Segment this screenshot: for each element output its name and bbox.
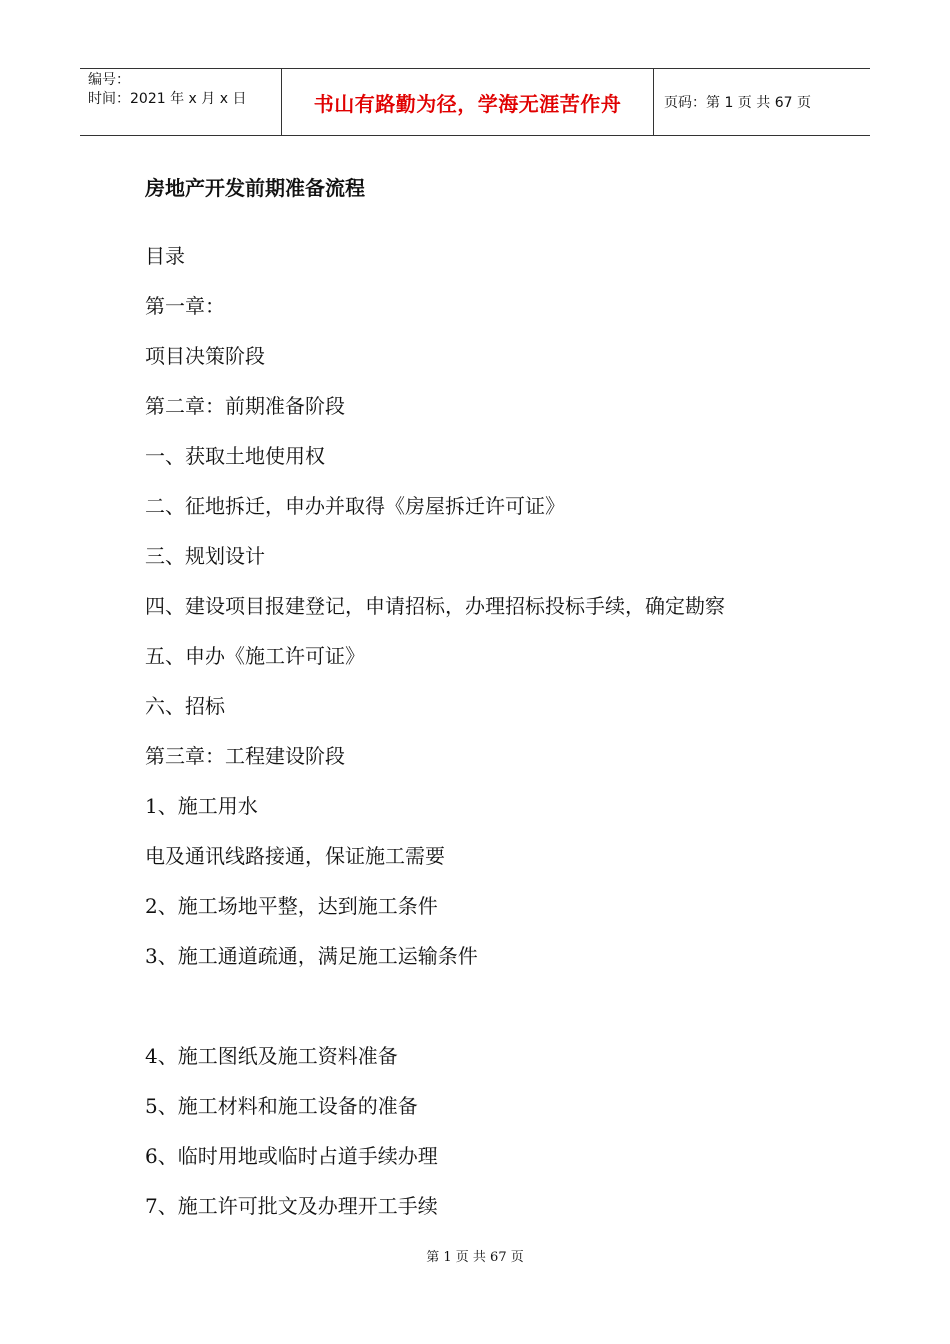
- toc-line: 第二章：前期准备阶段: [145, 394, 345, 418]
- header-motto-cell: [282, 69, 654, 135]
- header-page-info: 页码：第 1 页 共 67 页: [664, 95, 811, 111]
- table-of-contents: [145, 238, 845, 1238]
- document-header: [80, 68, 870, 136]
- toc-line: 三、规划设计: [145, 544, 265, 568]
- toc-line: 四、建设项目报建登记，申请招标，办理招标投标手续，确定勘察: [145, 594, 725, 618]
- toc-line: 7、施工许可批文及办理开工手续: [145, 1194, 438, 1218]
- toc-blank-line: [145, 988, 845, 1038]
- header-page-info-cell: [654, 69, 870, 135]
- toc-line: 电及通讯线路接通，保证施工需要: [145, 844, 445, 868]
- toc-line: 2、施工场地平整，达到施工条件: [145, 894, 438, 918]
- toc-line: 项目决策阶段: [145, 344, 265, 368]
- toc-line: 目录: [145, 244, 185, 268]
- toc-line: 6、临时用地或临时占道手续办理: [145, 1144, 438, 1168]
- toc-line: 4、施工图纸及施工资料准备: [145, 1044, 398, 1068]
- toc-line: 五、申办《施工许可证》: [145, 644, 365, 668]
- toc-line: 1、施工用水: [145, 794, 258, 818]
- document-title: 房地产开发前期准备流程: [145, 176, 365, 200]
- header-meta: [80, 69, 282, 135]
- time-label: 时间：2021 年 x 月 x 日: [88, 91, 247, 107]
- toc-line: 一、获取土地使用权: [145, 444, 325, 468]
- toc-line: 第一章：: [145, 294, 225, 318]
- toc-line: 六、招标: [145, 694, 225, 718]
- toc-line: 5、施工材料和施工设备的准备: [145, 1094, 418, 1118]
- page-footer: 第 1 页 共 67 页: [426, 1250, 524, 1265]
- serial-label: 编号：: [88, 72, 130, 88]
- header-motto: 书山有路勤为径，学海无涯苦作舟: [313, 91, 622, 116]
- toc-line: 二、征地拆迁，申办并取得《房屋拆迁许可证》: [145, 494, 565, 518]
- toc-line: 3、施工通道疏通，满足施工运输条件: [145, 944, 478, 968]
- toc-line: 第三章：工程建设阶段: [145, 744, 345, 768]
